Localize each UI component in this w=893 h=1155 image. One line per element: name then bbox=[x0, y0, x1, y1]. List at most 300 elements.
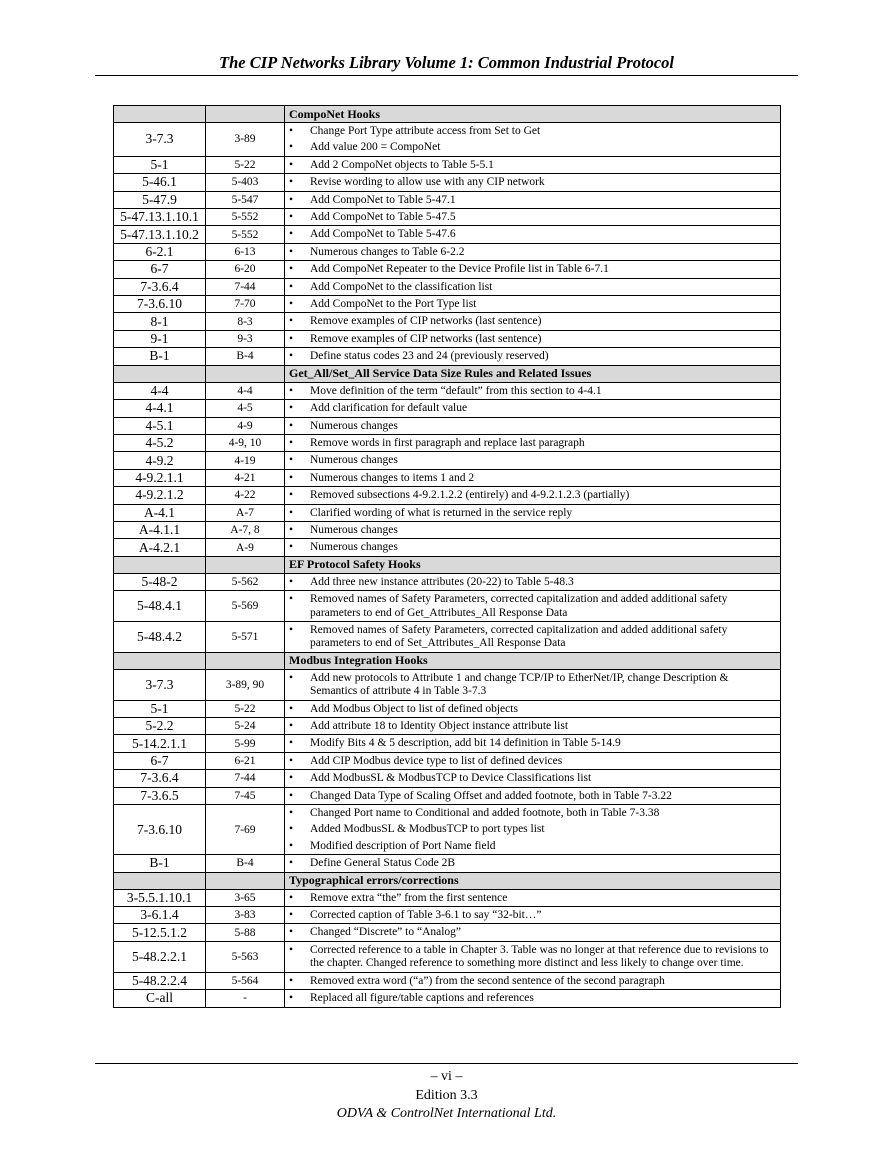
bullet-icon: • bbox=[289, 839, 294, 852]
change-list bbox=[289, 226, 777, 242]
change-item bbox=[289, 770, 777, 786]
section-ref-cell: 6-7 bbox=[114, 752, 206, 769]
section-ref-cell: 4-4 bbox=[114, 382, 206, 399]
table-row bbox=[114, 787, 781, 804]
change-list bbox=[289, 539, 777, 555]
section-header-row bbox=[114, 652, 781, 669]
change-list bbox=[289, 313, 777, 329]
description-cell bbox=[285, 669, 781, 700]
section-ref-cell: A-4.1 bbox=[114, 504, 206, 521]
change-list bbox=[289, 753, 777, 769]
bullet-icon: • bbox=[289, 623, 294, 636]
change-text: Add CompoNet to Table 5-47.6 bbox=[310, 228, 456, 241]
bullet-icon: • bbox=[289, 926, 294, 939]
section-ref-cell: 5-47.9 bbox=[114, 191, 206, 208]
change-item bbox=[289, 574, 777, 590]
description-cell bbox=[285, 243, 781, 260]
change-item bbox=[289, 244, 777, 260]
section-ref-cell: 4-4.1 bbox=[114, 400, 206, 417]
change-item bbox=[289, 435, 777, 451]
change-item bbox=[289, 279, 777, 295]
description-cell bbox=[285, 296, 781, 313]
change-list bbox=[289, 788, 777, 804]
description-cell bbox=[285, 487, 781, 504]
section-blank-cell bbox=[206, 872, 285, 889]
bullet-icon: • bbox=[289, 489, 294, 502]
section-blank-cell bbox=[114, 365, 206, 382]
change-text: Added ModbusSL & ModbusTCP to port types list bbox=[310, 823, 545, 836]
description-cell bbox=[285, 735, 781, 752]
change-list bbox=[289, 990, 777, 1006]
description-cell bbox=[285, 261, 781, 278]
description-cell bbox=[285, 907, 781, 924]
section-ref-cell: 7-3.6.5 bbox=[114, 787, 206, 804]
change-text: Add CompoNet to the classification list bbox=[310, 280, 493, 293]
description-cell bbox=[285, 539, 781, 556]
section-ref-cell: 3-7.3 bbox=[114, 669, 206, 700]
change-item bbox=[289, 209, 777, 225]
change-text: Add CompoNet to Table 5-47.1 bbox=[310, 193, 456, 206]
bullet-icon: • bbox=[289, 974, 294, 987]
footer-rule bbox=[95, 1063, 798, 1064]
description-cell bbox=[285, 718, 781, 735]
change-item bbox=[289, 973, 777, 989]
bullet-icon: • bbox=[289, 315, 294, 328]
bullet-icon: • bbox=[289, 402, 294, 415]
page-ref-cell: 5-403 bbox=[206, 174, 285, 191]
section-blank-cell bbox=[114, 872, 206, 889]
table-row bbox=[114, 382, 781, 399]
page-ref-cell: 7-69 bbox=[206, 805, 285, 855]
section-ref-cell: 5-48.4.2 bbox=[114, 621, 206, 652]
page-ref-cell: 5-552 bbox=[206, 226, 285, 243]
section-ref-cell: 5-47.13.1.10.1 bbox=[114, 209, 206, 226]
description-cell bbox=[285, 621, 781, 652]
bullet-icon: • bbox=[289, 141, 294, 154]
description-cell bbox=[285, 400, 781, 417]
change-list bbox=[289, 522, 777, 538]
change-text: Remove extra “the” from the first sentence bbox=[310, 891, 508, 904]
description-cell bbox=[285, 382, 781, 399]
description-cell bbox=[285, 174, 781, 191]
bullet-icon: • bbox=[289, 228, 294, 241]
change-list bbox=[289, 591, 777, 621]
page-ref-cell: 9-3 bbox=[206, 330, 285, 347]
change-text: Removed names of Safety Parameters, corrected capitalization and added additional safety parameters to end of Get_Attributes_All Response Data bbox=[310, 593, 728, 619]
section-ref-cell: 7-3.6.4 bbox=[114, 770, 206, 787]
section-ref-cell: A-4.1.1 bbox=[114, 521, 206, 538]
change-item bbox=[289, 383, 777, 399]
edition-label: Edition 3.3 bbox=[415, 1088, 478, 1103]
section-title: Get_All/Set_All Service Data Size Rules and Related Issues bbox=[285, 365, 781, 382]
change-item bbox=[289, 788, 777, 804]
section-blank-cell bbox=[206, 556, 285, 573]
bullet-icon: • bbox=[289, 454, 294, 467]
change-text: Add three new instance attributes (20-22) to Table 5-48.3 bbox=[310, 575, 574, 588]
change-list bbox=[289, 279, 777, 295]
table-row bbox=[114, 123, 781, 157]
bullet-icon: • bbox=[289, 575, 294, 588]
section-ref-cell: 5-48.4.1 bbox=[114, 591, 206, 622]
description-cell bbox=[285, 889, 781, 906]
change-list bbox=[289, 487, 777, 503]
change-list bbox=[289, 157, 777, 173]
section-ref-cell: A-4.2.1 bbox=[114, 539, 206, 556]
change-item bbox=[289, 192, 777, 208]
change-text: Move definition of the term “default” from this section to 4-4.1 bbox=[310, 384, 602, 397]
table-row bbox=[114, 313, 781, 330]
table-row bbox=[114, 191, 781, 208]
change-text: Corrected reference to a table in Chapter 3. Table was no longer at that reference due to revisions to the chapter. Changed reference to something more distinct and less likely to change over time. bbox=[310, 943, 769, 970]
bullet-icon: • bbox=[289, 332, 294, 345]
table-row bbox=[114, 718, 781, 735]
description-cell bbox=[285, 805, 781, 855]
change-text: Remove examples of CIP networks (last sentence) bbox=[310, 315, 542, 328]
description-cell bbox=[285, 990, 781, 1007]
change-item bbox=[289, 855, 777, 871]
section-ref-cell: 5-46.1 bbox=[114, 174, 206, 191]
section-ref-cell: C-all bbox=[114, 990, 206, 1007]
bullet-icon: • bbox=[289, 523, 294, 536]
change-list bbox=[289, 435, 777, 451]
table-row bbox=[114, 348, 781, 365]
table-row bbox=[114, 924, 781, 941]
change-item bbox=[289, 400, 777, 416]
change-list bbox=[289, 924, 777, 940]
table-row bbox=[114, 752, 781, 769]
section-ref-cell: 9-1 bbox=[114, 330, 206, 347]
section-header-row bbox=[114, 365, 781, 382]
table-row bbox=[114, 669, 781, 700]
description-cell bbox=[285, 330, 781, 347]
section-ref-cell: 7-3.6.4 bbox=[114, 278, 206, 295]
change-list bbox=[289, 174, 777, 190]
section-ref-cell: 4-5.2 bbox=[114, 434, 206, 451]
bullet-icon: • bbox=[289, 176, 294, 189]
change-text: Change Port Type attribute access from Set to Get bbox=[310, 125, 541, 137]
page-number: – vi – bbox=[430, 1069, 463, 1084]
change-item bbox=[289, 331, 777, 347]
bullet-icon: • bbox=[289, 506, 294, 519]
change-list bbox=[289, 622, 777, 652]
bullet-icon: • bbox=[289, 419, 294, 432]
change-item bbox=[289, 261, 777, 277]
change-text: Changed “Discrete” to “Analog” bbox=[310, 926, 462, 939]
description-cell bbox=[285, 209, 781, 226]
change-item bbox=[289, 924, 777, 940]
description-cell bbox=[285, 226, 781, 243]
page-ref-cell: A-7, 8 bbox=[206, 521, 285, 538]
change-text: Revise wording to allow use with any CIP network bbox=[310, 176, 545, 189]
page-ref-cell: 7-44 bbox=[206, 770, 285, 787]
section-ref-cell: B-1 bbox=[114, 348, 206, 365]
section-blank-cell bbox=[206, 106, 285, 123]
page-header-title: The CIP Networks Library Volume 1: Common Industrial Protocol bbox=[218, 53, 675, 72]
change-item bbox=[289, 735, 777, 751]
change-list bbox=[289, 718, 777, 734]
section-ref-cell: 5-1 bbox=[114, 156, 206, 173]
change-text: Remove words in first paragraph and replace last paragraph bbox=[310, 436, 585, 449]
page-ref-cell: 4-4 bbox=[206, 382, 285, 399]
page-ref-cell: 4-19 bbox=[206, 452, 285, 469]
table-row bbox=[114, 972, 781, 989]
bullet-icon: • bbox=[289, 436, 294, 449]
page-ref-cell: 5-563 bbox=[206, 941, 285, 972]
section-header-row bbox=[114, 106, 781, 123]
description-cell bbox=[285, 700, 781, 717]
page-ref-cell: 6-20 bbox=[206, 261, 285, 278]
change-list bbox=[289, 942, 777, 972]
change-text: Add ModbusSL & ModbusTCP to Device Classifications list bbox=[310, 772, 592, 785]
table-row bbox=[114, 296, 781, 313]
table-row bbox=[114, 400, 781, 417]
bullet-icon: • bbox=[289, 891, 294, 904]
page-ref-cell: 4-9 bbox=[206, 417, 285, 434]
page-ref-cell: 8-3 bbox=[206, 313, 285, 330]
section-ref-cell: 8-1 bbox=[114, 313, 206, 330]
section-ref-cell: 5-48.2.2.1 bbox=[114, 941, 206, 972]
description-cell bbox=[285, 591, 781, 622]
change-text: Modified description of Port Name field bbox=[310, 839, 496, 852]
change-text: Add value 200 = CompoNet bbox=[310, 141, 441, 154]
change-item bbox=[289, 805, 777, 821]
table-row bbox=[114, 941, 781, 972]
description-cell bbox=[285, 573, 781, 590]
change-item bbox=[289, 226, 777, 242]
page-ref-cell: A-7 bbox=[206, 504, 285, 521]
page-ref-cell: 4-21 bbox=[206, 469, 285, 486]
table-row bbox=[114, 156, 781, 173]
change-item bbox=[289, 348, 777, 364]
table-row bbox=[114, 209, 781, 226]
section-blank-cell bbox=[206, 365, 285, 382]
description-cell bbox=[285, 855, 781, 872]
change-item bbox=[289, 470, 777, 486]
change-list bbox=[289, 701, 777, 717]
page-ref-cell: 7-70 bbox=[206, 296, 285, 313]
change-text: Modify Bits 4 & 5 description, add bit 14 definition in Table 5-14.9 bbox=[310, 737, 621, 750]
change-item bbox=[289, 591, 777, 621]
bullet-icon: • bbox=[289, 857, 294, 870]
section-title: Modbus Integration Hooks bbox=[285, 652, 781, 669]
section-ref-cell: 5-1 bbox=[114, 700, 206, 717]
section-ref-cell: 6-2.1 bbox=[114, 243, 206, 260]
change-list bbox=[289, 383, 777, 399]
change-text: Numerous changes to items 1 and 2 bbox=[310, 471, 475, 484]
description-cell bbox=[285, 156, 781, 173]
description-cell bbox=[285, 452, 781, 469]
description-cell bbox=[285, 924, 781, 941]
page-ref-cell: 5-547 bbox=[206, 191, 285, 208]
table-row bbox=[114, 770, 781, 787]
change-text: Clarified wording of what is returned in the service reply bbox=[310, 506, 573, 519]
change-list bbox=[289, 805, 777, 854]
section-ref-cell: 3-5.5.1.10.1 bbox=[114, 889, 206, 906]
change-list bbox=[289, 209, 777, 225]
section-header-row bbox=[114, 872, 781, 889]
change-item bbox=[289, 139, 777, 155]
description-cell bbox=[285, 941, 781, 972]
change-item bbox=[289, 418, 777, 434]
section-header-row bbox=[114, 556, 781, 573]
description-cell bbox=[285, 752, 781, 769]
change-item bbox=[289, 622, 777, 652]
page-ref-cell: 5-24 bbox=[206, 718, 285, 735]
change-list bbox=[289, 331, 777, 347]
description-cell bbox=[285, 348, 781, 365]
description-cell bbox=[285, 504, 781, 521]
description-cell bbox=[285, 191, 781, 208]
table-row bbox=[114, 417, 781, 434]
section-ref-cell: B-1 bbox=[114, 855, 206, 872]
table-row bbox=[114, 434, 781, 451]
bullet-icon: • bbox=[289, 125, 294, 137]
section-title: Typographical errors/corrections bbox=[285, 872, 781, 889]
section-ref-cell: 5-2.2 bbox=[114, 718, 206, 735]
change-item bbox=[289, 313, 777, 329]
page-ref-cell: 5-562 bbox=[206, 573, 285, 590]
section-blank-cell bbox=[114, 556, 206, 573]
page-ref-cell: 6-21 bbox=[206, 752, 285, 769]
section-blank-cell bbox=[114, 106, 206, 123]
change-text: Add CompoNet Repeater to the Device Profile list in Table 6-7.1 bbox=[310, 263, 609, 276]
page-ref-cell: 5-22 bbox=[206, 700, 285, 717]
bullet-icon: • bbox=[289, 193, 294, 206]
section-ref-cell: 5-12.5.1.2 bbox=[114, 924, 206, 941]
change-text: Changed Data Type of Scaling Offset and added footnote, both in Table 7-3.22 bbox=[310, 789, 672, 802]
description-cell bbox=[285, 313, 781, 330]
page-ref-cell: 6-13 bbox=[206, 243, 285, 260]
change-item bbox=[289, 487, 777, 503]
section-blank-cell bbox=[206, 652, 285, 669]
bullet-icon: • bbox=[289, 298, 294, 311]
change-text: Removed subsections 4-9.2.1.2.2 (entirely) and 4-9.2.1.2.3 (partially) bbox=[310, 489, 630, 502]
page-ref-cell: 5-564 bbox=[206, 972, 285, 989]
change-text: Numerous changes to Table 6-2.2 bbox=[310, 245, 465, 258]
section-ref-cell: 3-6.1.4 bbox=[114, 907, 206, 924]
description-cell bbox=[285, 770, 781, 787]
bullet-icon: • bbox=[289, 384, 294, 397]
table-row bbox=[114, 521, 781, 538]
table-row bbox=[114, 889, 781, 906]
change-list bbox=[289, 735, 777, 751]
table-row bbox=[114, 226, 781, 243]
change-list bbox=[289, 418, 777, 434]
change-item bbox=[289, 701, 777, 717]
change-list bbox=[289, 574, 777, 590]
page-ref-cell: 7-44 bbox=[206, 278, 285, 295]
section-title: CompoNet Hooks bbox=[285, 106, 781, 123]
bullet-icon: • bbox=[289, 807, 294, 820]
page-ref-cell: 4-22 bbox=[206, 487, 285, 504]
change-item bbox=[289, 670, 777, 700]
change-item bbox=[289, 157, 777, 173]
change-item bbox=[289, 942, 777, 972]
bullet-icon: • bbox=[289, 350, 294, 363]
change-text: Numerous changes bbox=[310, 419, 398, 432]
table-row bbox=[114, 591, 781, 622]
table-row bbox=[114, 805, 781, 855]
page-ref-cell: 4-5 bbox=[206, 400, 285, 417]
table-row bbox=[114, 855, 781, 872]
change-text: Add CompoNet to Table 5-47.5 bbox=[310, 211, 456, 224]
change-text: Corrected caption of Table 3-6.1 to say “32-bit…” bbox=[310, 909, 542, 922]
change-text: Define General Status Code 2B bbox=[310, 857, 455, 870]
bullet-icon: • bbox=[289, 992, 294, 1005]
section-ref-cell: 5-48.2.2.4 bbox=[114, 972, 206, 989]
table-row bbox=[114, 700, 781, 717]
header-rule bbox=[95, 75, 798, 76]
table-row bbox=[114, 504, 781, 521]
change-text: Add new protocols to Attribute 1 and change TCP/IP to EtherNet/IP, change Description & Semantics of attribute 4 in Table 3-7.3 bbox=[310, 671, 729, 698]
description-cell bbox=[285, 278, 781, 295]
change-item bbox=[289, 907, 777, 923]
section-ref-cell: 7-3.6.10 bbox=[114, 296, 206, 313]
table-row bbox=[114, 278, 781, 295]
section-ref-cell: 4-5.1 bbox=[114, 417, 206, 434]
page-ref-cell: 5-552 bbox=[206, 209, 285, 226]
change-text: Add CIP Modbus device type to list of defined devices bbox=[310, 754, 563, 767]
description-cell bbox=[285, 417, 781, 434]
change-list bbox=[289, 348, 777, 364]
page-ref-cell: 4-9, 10 bbox=[206, 434, 285, 451]
table-row bbox=[114, 452, 781, 469]
change-list bbox=[289, 670, 777, 700]
change-text: Add attribute 18 to Identity Object instance attribute list bbox=[310, 720, 569, 732]
change-list bbox=[289, 973, 777, 989]
page-ref-cell: 5-99 bbox=[206, 735, 285, 752]
change-item bbox=[289, 296, 777, 312]
change-item bbox=[289, 890, 777, 906]
change-item bbox=[289, 990, 777, 1006]
change-text: Removed names of Safety Parameters, corrected capitalization and added additional safety parameters to end of Set_Attributes_All Response Data bbox=[310, 623, 728, 650]
page-ref-cell: B-4 bbox=[206, 855, 285, 872]
table-row bbox=[114, 621, 781, 652]
bullet-icon: • bbox=[289, 593, 294, 606]
page-ref-cell: 3-65 bbox=[206, 889, 285, 906]
bullet-icon: • bbox=[289, 772, 294, 785]
change-text: Numerous changes bbox=[310, 523, 398, 536]
change-item bbox=[289, 522, 777, 538]
bullet-icon: • bbox=[289, 943, 294, 956]
section-ref-cell: 4-9.2 bbox=[114, 452, 206, 469]
page-ref-cell: 5-571 bbox=[206, 621, 285, 652]
change-text: Removed extra word (“a”) from the second sentence of the second paragraph bbox=[310, 974, 665, 987]
change-text: Remove examples of CIP networks (last sentence) bbox=[310, 332, 542, 345]
section-title: EF Protocol Safety Hooks bbox=[285, 556, 781, 573]
page-ref-cell: 7-45 bbox=[206, 787, 285, 804]
change-text: Add 2 CompoNet objects to Table 5-5.1 bbox=[310, 158, 494, 171]
page-ref-cell: B-4 bbox=[206, 348, 285, 365]
table-row bbox=[114, 243, 781, 260]
change-table-body bbox=[114, 106, 781, 1008]
page-ref-cell: 5-88 bbox=[206, 924, 285, 941]
table-row bbox=[114, 907, 781, 924]
change-text: Changed Port name to Conditional and added footnote, both in Table 7-3.38 bbox=[310, 807, 660, 820]
change-text: Add CompoNet to the Port Type list bbox=[310, 298, 477, 311]
bullet-icon: • bbox=[289, 823, 294, 836]
table-row bbox=[114, 573, 781, 590]
change-list bbox=[289, 123, 777, 156]
change-text: Replaced all figure/table captions and references bbox=[310, 992, 534, 1005]
section-ref-cell: 6-7 bbox=[114, 261, 206, 278]
change-text: Numerous changes bbox=[310, 541, 398, 554]
publisher-label: ODVA & ControlNet International Ltd. bbox=[336, 1106, 557, 1121]
change-text: Add clarification for default value bbox=[310, 402, 468, 415]
change-item bbox=[289, 539, 777, 555]
description-cell bbox=[285, 123, 781, 157]
change-list bbox=[289, 400, 777, 416]
